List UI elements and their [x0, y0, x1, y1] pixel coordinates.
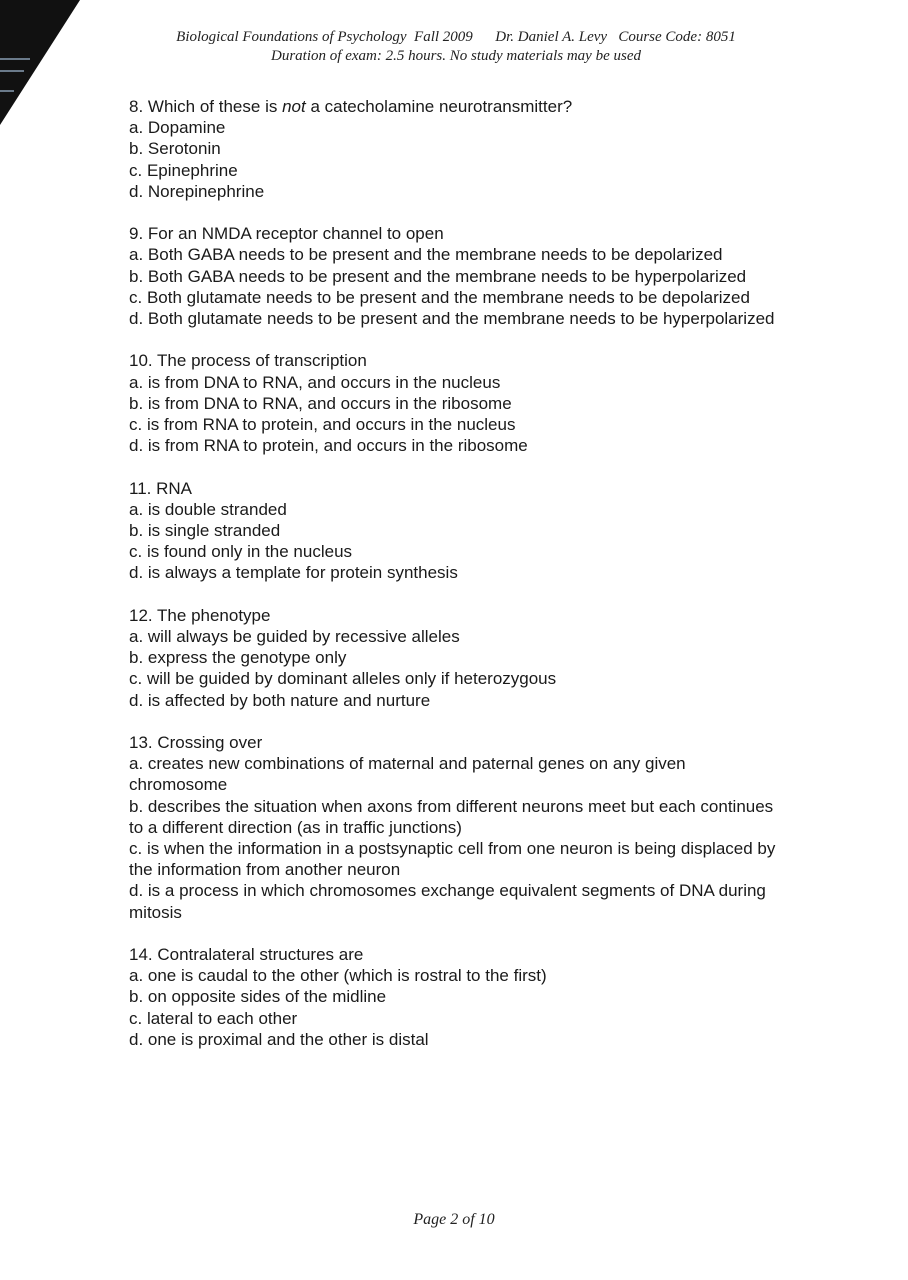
header-line-1 — [0, 28, 908, 47]
question-stem: 13. Crossing over — [129, 733, 263, 753]
answer-option-c: c. Both glutamate needs to be present and the membrane needs to be depolarized — [129, 287, 750, 307]
answer-option-d: d. is from RNA to protein, and occurs in the ribosome — [129, 436, 528, 456]
question-12 — [129, 605, 779, 711]
answer-option-c: c. will be guided by dominant alleles only if heterozygous — [129, 669, 557, 689]
answer-option-a: a. is from DNA to RNA, and occurs in the nucleus — [129, 372, 501, 392]
answer-option-a: a. will always be guided by recessive alleles — [129, 627, 460, 647]
question-13 — [129, 732, 779, 923]
answer-option-a: a. Both GABA needs to be present and the membrane needs to be depolarized — [129, 245, 723, 265]
question-11 — [129, 478, 779, 584]
question-stem: 14. Contralateral structures are — [129, 945, 364, 965]
answer-option-b: b. describes the situation when axons from different neurons meet but each continues to a different direction (as in traffic junctions) — [129, 796, 774, 837]
answer-option-a: a. is double stranded — [129, 499, 287, 519]
answer-option-d: d. Both glutamate needs to be present and the membrane needs to be hyperpolarized — [129, 309, 775, 329]
answer-option-c: c. Epinephrine — [129, 160, 238, 180]
question-stem: 9. For an NMDA receptor channel to open — [129, 224, 444, 244]
answer-option-b: b. is from DNA to RNA, and occurs in the ribosome — [129, 393, 512, 413]
course-title: Biological Foundations of Psychology — [176, 29, 407, 45]
question-9 — [129, 223, 779, 329]
answer-option-d: d. Norepinephrine — [129, 181, 265, 201]
page-number: Page 2 of 10 — [413, 1211, 495, 1228]
questions-list — [129, 96, 779, 1071]
answer-option-c: c. lateral to each other — [129, 1008, 298, 1028]
answer-option-d: d. one is proximal and the other is distal — [129, 1029, 429, 1049]
question-10 — [129, 350, 779, 456]
question-8 — [129, 96, 779, 202]
exam-instructions: Duration of exam: 2.5 hours. No study materials may be used — [271, 48, 641, 64]
emphasis-not: not — [282, 97, 306, 116]
answer-option-d: d. is always a template for protein synthesis — [129, 563, 458, 583]
question-stem: 8. Which of these is not a catecholamine neurotransmitter? — [129, 97, 573, 116]
answer-option-c: c. is found only in the nucleus — [129, 542, 353, 562]
course-code: Course Code: 8051 — [618, 29, 736, 45]
question-stem: 12. The phenotype — [129, 605, 271, 625]
question-stem: 10. The process of transcription — [129, 351, 367, 371]
answer-option-d: d. is a process in which chromosomes exchange equivalent segments of DNA during mitosis — [129, 881, 766, 922]
answer-option-a: a. one is caudal to the other (which is rostral to the first) — [129, 966, 547, 986]
answer-option-d: d. is affected by both nature and nurture — [129, 690, 431, 710]
answer-option-c: c. is when the information in a postsynaptic cell from one neuron is being displaced by the information from another neuron — [129, 839, 776, 880]
answer-option-b: b. on opposite sides of the midline — [129, 987, 387, 1007]
exam-header — [0, 28, 908, 66]
question-stem: 11. RNA — [129, 478, 192, 498]
course-term: Fall 2009 — [414, 29, 473, 45]
instructor-name: Dr. Daniel A. Levy — [495, 29, 608, 45]
answer-option-c: c. is from RNA to protein, and occurs in the nucleus — [129, 415, 516, 435]
answer-option-b: b. Serotonin — [129, 139, 221, 159]
answer-option-b: b. Both GABA needs to be present and the membrane needs to be hyperpolarized — [129, 266, 747, 286]
question-14 — [129, 944, 779, 1050]
answer-option-b: b. express the genotype only — [129, 648, 347, 668]
answer-option-b: b. is single stranded — [129, 521, 281, 541]
answer-option-a: a. creates new combinations of maternal and paternal genes on any given chromosome — [129, 754, 686, 795]
answer-option-a: a. Dopamine — [129, 118, 226, 138]
